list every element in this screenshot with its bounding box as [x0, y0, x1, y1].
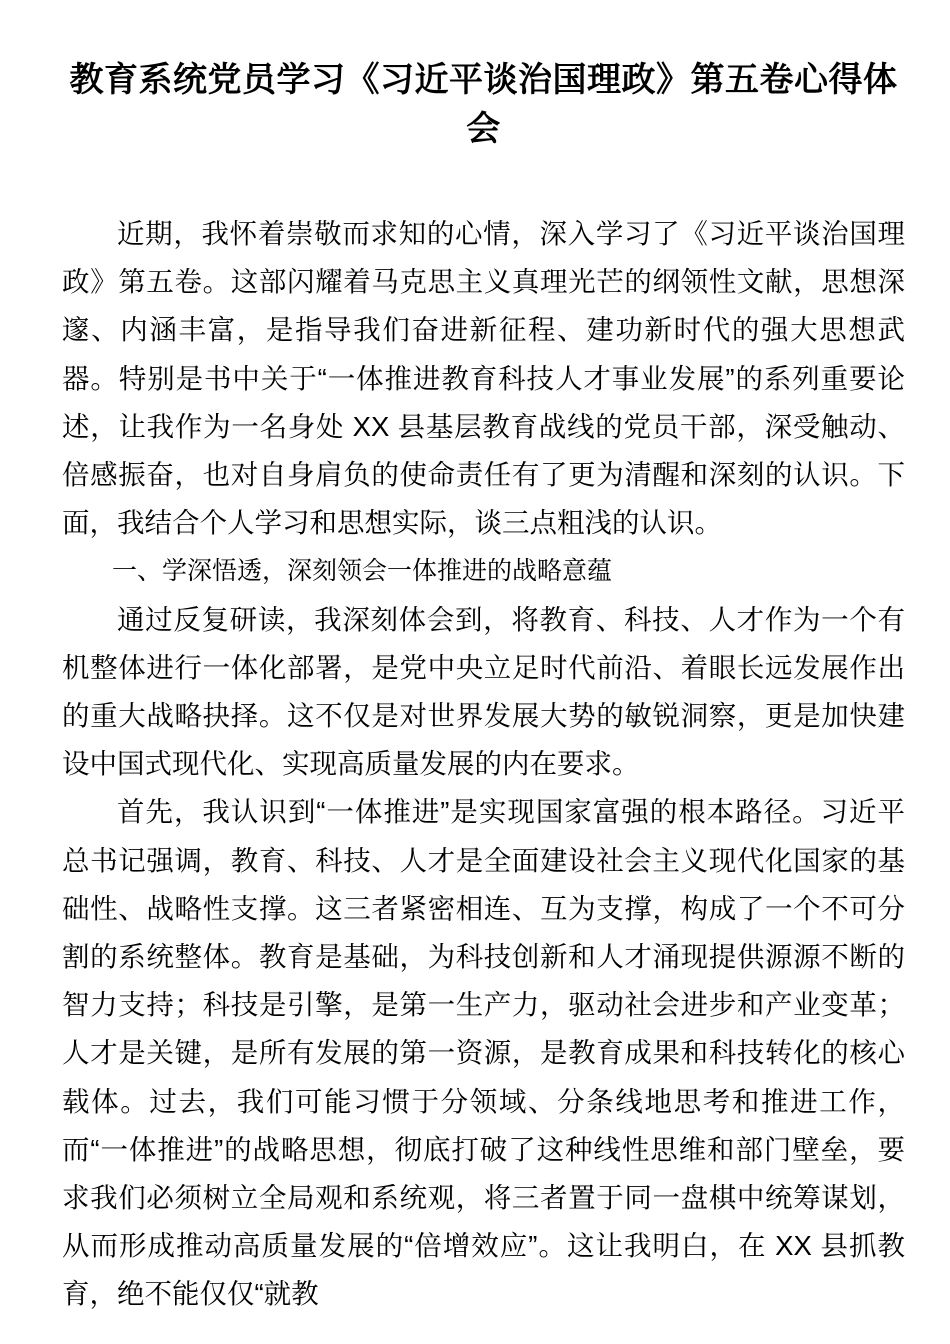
body-paragraph-1: 近期，我怀着崇敬而求知的心情，深入学习了《习近平谈治国理政》第五卷。这部闪耀着马克思主义真理光芒的纲领性文献，思想深邃、内涵丰富，是指导我们奋进新征程、建功新时代的强大思想武器。特别是书中关于“一体推进教育科技人才事业发展”的系列重要论述，让我作为一名身处 XX 县基层教育战线的党员干部，深受触动、倍感振奋，也对自身肩负的使命责任有了更为清醒和深刻的认识。下面，我结合个人学习和思想实际，谈三点粗浅的认识。 [62, 218, 905, 539]
page-title: 教育系统党员学习《习近平谈治国理政》第五卷心得体会 [69, 61, 898, 148]
title-body-spacer [62, 154, 905, 210]
body-paragraph-2: 通过反复研读，我深刻体会到，将教育、科技、人才作为一个有机整体进行一体化部署，是党中央立足时代前沿、着眼长远发展作出的重大战略抉择。这不仅是对世界发展大势的敏锐洞察，更是加快建设中国式现代化、实现高质量发展的内在要求。 [62, 603, 905, 780]
page-content [62, 0, 905, 1319]
body-paragraph-3: 首先，我认识到“一体推进”是实现国家富强的根本路径。习近平总书记强调，教育、科技、人才是全面建设社会主义现代化国家的基础性、战略性支撑。这三者紧密相连、互为支撑，构成了一个不可分割的系统整体。教育是基础，为科技创新和人才涌现提供源源不断的智力支持；科技是引擎，是第一生产力，驱动社会进步和产业变革；人才是关键，是所有发展的第一资源，是教育成果和科技转化的核心载体。过去，我们可能习惯于分领域、分条线地思考和推进工作，而“一体推进”的战略思想，彻底打破了这种线性思维和部门壁垒，要求我们必须树立全局观和系统观，将三者置于同一盘棋中统筹谋划，从而形成推动高质量发展的“倍增效应”。这让我明白，在 XX 县抓教育，绝不能仅仅“就教 [62, 796, 905, 1310]
section-heading-1: 一、学深悟透，深刻领会一体推进的战略意蕴 [112, 557, 613, 586]
